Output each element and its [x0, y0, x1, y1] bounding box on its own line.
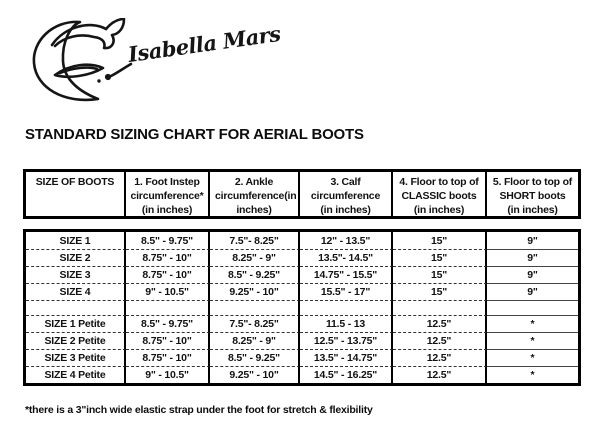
header-line-part: circumference	[215, 190, 285, 202]
header-line: (in inches)	[320, 204, 371, 216]
header-line: 2. Ankle	[234, 176, 274, 188]
separator-row-cell	[26, 300, 126, 315]
table-cell: 8.5" - 9.75"	[126, 232, 210, 249]
table-cell: 9"	[527, 234, 538, 247]
table-cell: 8.5" - 9.75"	[126, 315, 210, 332]
sizing-table-header	[23, 169, 581, 219]
brand-logo	[28, 18, 288, 113]
footnote: *there is a 3"inch wide elastic strap under the foot for stretch & flexibility	[25, 404, 373, 416]
table-cell: 12" - 13.5"	[300, 232, 393, 249]
table-cell: 12.5"	[393, 315, 487, 332]
row-label-size-2-petite: SIZE 2 Petite	[26, 332, 126, 349]
header-cell-2	[126, 172, 210, 217]
table-cell: 9" - 10.5"	[126, 283, 210, 300]
table-cell: 14.5" - 16.25"	[300, 366, 393, 383]
table-cell	[126, 300, 210, 315]
header-line-part: (in	[284, 190, 297, 202]
table-cell: 13.5"- 14.5"	[300, 249, 393, 266]
table-cell: 8.25" - 9"	[210, 249, 300, 266]
table-cell: *	[487, 349, 578, 366]
row-label-size-1-petite: SIZE 1 Petite	[26, 315, 126, 332]
table-cell: 14.75" - 15.5"	[300, 266, 393, 283]
table-cell: *	[487, 332, 578, 349]
row-label-size-2: SIZE 2	[26, 249, 126, 266]
table-cell: 12.5"	[393, 349, 487, 366]
header-line: 3. Calf	[330, 176, 361, 188]
table-cell: 8.25" - 9"	[210, 332, 300, 349]
header-cell-1	[26, 172, 126, 217]
table-cell: 8.5" - 9.25"	[210, 349, 300, 366]
table-cell: 9"	[487, 283, 578, 300]
table-cell: 9"	[487, 249, 578, 266]
header-line: (in inches)	[141, 204, 193, 216]
header-line: SHORT boots	[499, 190, 566, 202]
table-cell: 15"	[393, 249, 487, 266]
table-cell: 9" - 10.5"	[126, 366, 210, 383]
table-cell	[300, 300, 393, 315]
table-cell: 8.5" - 9.25"	[210, 266, 300, 283]
table-cell	[210, 300, 300, 315]
table-cell: 15"	[393, 283, 487, 300]
brand-name: Isabella Mars	[126, 20, 282, 68]
table-cell: 12.5"	[393, 332, 487, 349]
header-line: 1. Foot Instep	[134, 176, 200, 188]
header-line: (in inches)	[507, 204, 558, 216]
table-cell: *	[487, 315, 578, 332]
header-line: CLASSIC boots	[401, 190, 477, 202]
header-line: circumference	[310, 190, 381, 202]
row-label-size-4: SIZE 4	[26, 283, 126, 300]
row-label-size-4-petite: SIZE 4 Petite	[26, 366, 126, 383]
header-cell-5	[393, 172, 487, 217]
table-cell: 8.75" - 10"	[126, 249, 210, 266]
header-cell-4	[300, 172, 393, 217]
table-cell: 9.25" - 10"	[210, 366, 300, 383]
header-line: 5. Floor to top of	[492, 176, 573, 188]
table-cell: 8.75" - 10"	[126, 266, 210, 283]
row-label-size-3: SIZE 3	[26, 266, 126, 283]
row-label-size-1: SIZE 1	[26, 232, 126, 249]
header-cell-6	[487, 172, 578, 217]
table-cell: 7.5"- 8.25"	[210, 315, 300, 332]
table-cell: 7.5"- 8.25"	[210, 232, 300, 249]
sizing-table-body	[23, 229, 581, 386]
header-line: inches)	[236, 204, 272, 216]
page-title: STANDARD SIZING CHART FOR AERIAL BOOTS	[25, 126, 364, 143]
table-cell: 15"	[393, 266, 487, 283]
table-cell	[393, 300, 487, 315]
table-cell: 9.25" - 10"	[210, 283, 300, 300]
header-cell-3	[210, 172, 300, 217]
table-cell: 15.5" - 17"	[300, 283, 393, 300]
header-line: circumference*	[130, 190, 204, 202]
table-cell: 11.5 - 13	[300, 315, 393, 332]
header-line: 4. Floor to top of	[399, 176, 479, 188]
table-cell	[487, 300, 578, 315]
table-cell: 15"	[393, 232, 487, 249]
table-cell: 8.75" - 10"	[126, 349, 210, 366]
table-cell: 8.75" - 10"	[126, 332, 210, 349]
header-line: SIZE OF BOOTS	[35, 176, 115, 188]
table-cell: 13.5" - 14.75"	[300, 349, 393, 366]
row-label-size-3-petite: SIZE 3 Petite	[26, 349, 126, 366]
header-line: (in inches)	[413, 204, 465, 216]
table-cell: *	[487, 366, 578, 383]
table-cell: 12.5"	[393, 366, 487, 383]
header-line	[210, 189, 298, 203]
table-cell: 9"	[487, 266, 578, 283]
table-cell: 12.5" - 13.75"	[300, 332, 393, 349]
